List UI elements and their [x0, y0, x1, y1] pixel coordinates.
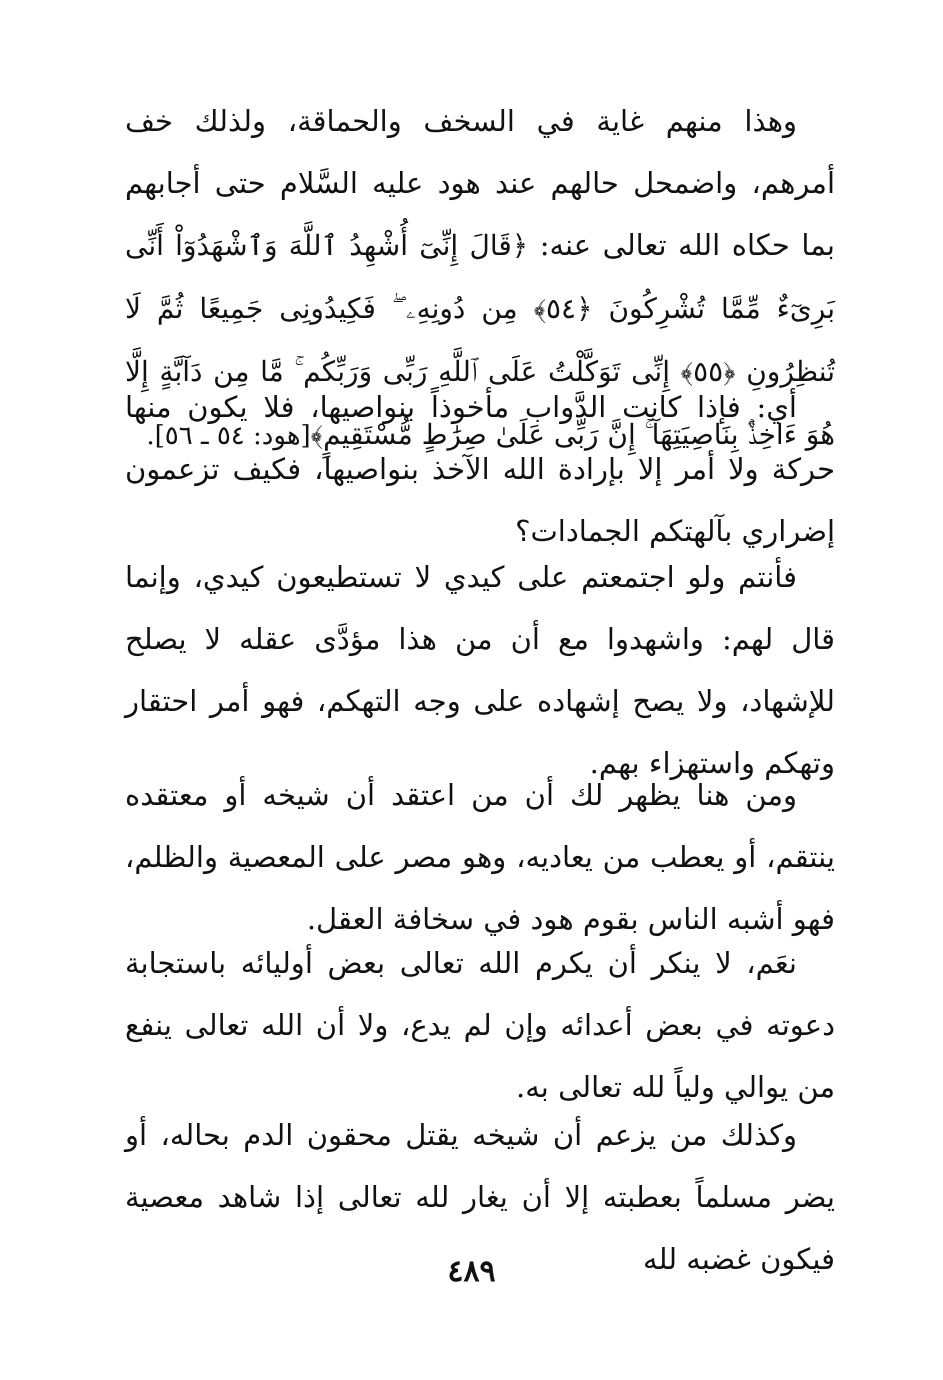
- paragraph-explanation: أي: فإذا كانت الدَّواب مأخوذاً بنواصيها، فلا يكون منها حركة ولا أمر إلا بإرادة الله الآخذ بنواصيها، فكيف تزعمون إضراري بآلهتكم الجمادات؟: [125, 390, 835, 548]
- paragraph-sheikh-harm: وكذلك من يزعم أن شيخه يقتل محقون الدم بحاله، أو يضر مسلماً بعطبته إلا أن يغار لله تعالى إذا شاهد معصية فيكون غضبه لله: [125, 1118, 835, 1276]
- quran-verse: ﴿قَالَ إِنِّىٓ أُشْهِدُ ٱللَّهَ وَٱشْهَدُوٓاْ أَنِّى بَرِىٓءٌ مِّمَّا تُشْرِكُونَ ﴿٥٤﴾ مِن دُونِهِۦ ۖ فَكِيدُونِى جَمِيعًا ثُمَّ لَا تُنظِرُونِ ﴿٥٥﴾ إِنِّى تَوَكَّلْتُ عَلَى ٱللَّهِ رَبِّى وَرَبِّكُم ۚ مَّا مِن دَآبَّةٍ إِلَّا هُوَ ءَاخِذٌۢ بِنَاصِيَتِهَآ ۚ إِنَّ رَبِّى عَلَىٰ صِرَٰطٍ مُّسْتَقِيمٍ﴾: [125, 229, 835, 451]
- paragraph-line: وهذا منهم غاية في السخف والحماقة، ولذلك خف أمرهم،: [125, 104, 836, 200]
- paragraph-sheikh-belief: ومن هنا يظهر لك أن من اعتقد أن شيخه أو معتقده ينتقم، أو يعطب من يعاديه، وهو مصر على المعصية والظلم، فهو أشبه الناس بقوم هود في سخافة العقل.: [125, 778, 835, 936]
- paragraph-awliya: نعَم، لا ينكر أن يكرم الله تعالى بعض أوليائه باستجابة دعوته في بعض أعدائه وإن لم يدع، ولا أن الله تعالى ينفع من يوالي ولياً لله تعالى به.: [125, 946, 835, 1104]
- paragraph-mockery: فأنتم ولو اجتمعتم على كيدي لا تستطيعون كيدي، وإنما قال لهم: واشهدوا مع أن من هذا مؤدَّى عقله لا يصلح للإشهاد، ولا يصح إشهاده على وجه التهكم، فهو أمر احتقار وتهكم واستهزاء بهم.: [125, 560, 835, 780]
- paragraph-line: واضمحل حالهم عند هود عليه السَّلام حتى أجابهم بما حكاه الله: [125, 166, 835, 262]
- verse-reference: [هود: ٥٤ ـ ٥٦].: [146, 421, 311, 451]
- page-number: ٤٨٩: [447, 1254, 496, 1289]
- quran-intro: تعالى عنه:: [528, 228, 667, 262]
